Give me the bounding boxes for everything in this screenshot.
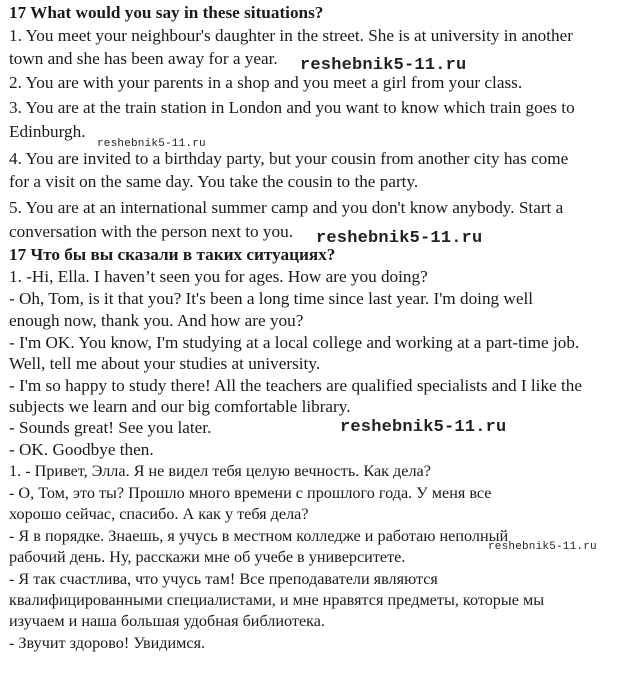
- watermark: reshebnik5-11.ru: [97, 138, 206, 150]
- dialog-line-en: - I'm OK. You know, I'm studying at a local college and working at a part-time job.: [9, 333, 580, 352]
- dialog-line-en: - Oh, Tom, is it that you? It's been a long time since last year. I'm doing well: [9, 289, 534, 308]
- exercise-heading-en: 17 What would you say in these situations?: [9, 3, 324, 22]
- dialog-line-en: - OK. Goodbye then.: [9, 440, 154, 459]
- situation-line: 3. You are at the train station in London and you want to know which train goes to: [9, 98, 575, 117]
- dialog-line-ru: квалифицированными специалистами, и мне нравятся предметы, которые мы: [9, 591, 545, 609]
- watermark: reshebnik5-11.ru: [316, 229, 483, 248]
- watermark: reshebnik5-11.ru: [488, 541, 597, 553]
- situation-line: conversation with the person next to you.: [9, 222, 294, 241]
- dialog-line-en: subjects we learn and our big comfortable library.: [9, 397, 351, 416]
- dialog-line-ru: - Я в порядке. Знаешь, я учусь в местном колледже и работаю неполный: [9, 527, 509, 545]
- situation-line: Edinburgh.: [9, 122, 86, 141]
- dialog-line-en: - Sounds great! See you later.: [9, 418, 212, 437]
- situation-line: for a visit on the same day. You take the cousin to the party.: [9, 172, 419, 191]
- situation-line: town and she has been away for a year.: [9, 49, 278, 68]
- dialog-line-ru: - Я так счастлива, что учусь там! Все преподаватели являются: [9, 570, 438, 588]
- dialog-line-ru: рабочий день. Ну, расскажи мне об учебе в университете.: [9, 548, 406, 566]
- dialog-line-ru: изучаем и наша большая удобная библиотека.: [9, 612, 326, 630]
- dialog-line-en: enough now, thank you. And how are you?: [9, 311, 304, 330]
- dialog-line-en: Well, tell me about your studies at university.: [9, 354, 321, 373]
- dialog-line-ru: - Звучит здорово! Увидимся.: [9, 634, 206, 652]
- dialog-line-en: 1. -Hi, Ella. I haven’t seen you for ages. How are you doing?: [9, 267, 428, 286]
- watermark: reshebnik5-11.ru: [340, 418, 507, 437]
- dialog-line-ru: хорошо сейчас, спасибо. А как у тебя дела?: [9, 505, 309, 523]
- situation-line: 1. You meet your neighbour's daughter in the street. She is at university in another: [9, 26, 573, 45]
- situation-line: 5. You are at an international summer camp and you don't know anybody. Start a: [9, 198, 564, 217]
- dialog-line-en: - I'm so happy to study there! All the teachers are qualified specialists and I like the: [9, 376, 582, 395]
- exercise-heading-ru: 17 Что бы вы сказали в таких ситуациях?: [9, 245, 336, 264]
- situation-line: 4. You are invited to a birthday party, but your cousin from another city has come: [9, 149, 569, 168]
- situation-line: 2. You are with your parents in a shop and you meet a girl from your class.: [9, 73, 523, 92]
- dialog-line-ru: 1. - Привет, Элла. Я не видел тебя целую вечность. Как дела?: [9, 462, 431, 480]
- dialog-line-ru: - О, Том, это ты? Прошло много времени с прошлого года. У меня все: [9, 484, 492, 502]
- watermark: reshebnik5-11.ru: [300, 56, 467, 75]
